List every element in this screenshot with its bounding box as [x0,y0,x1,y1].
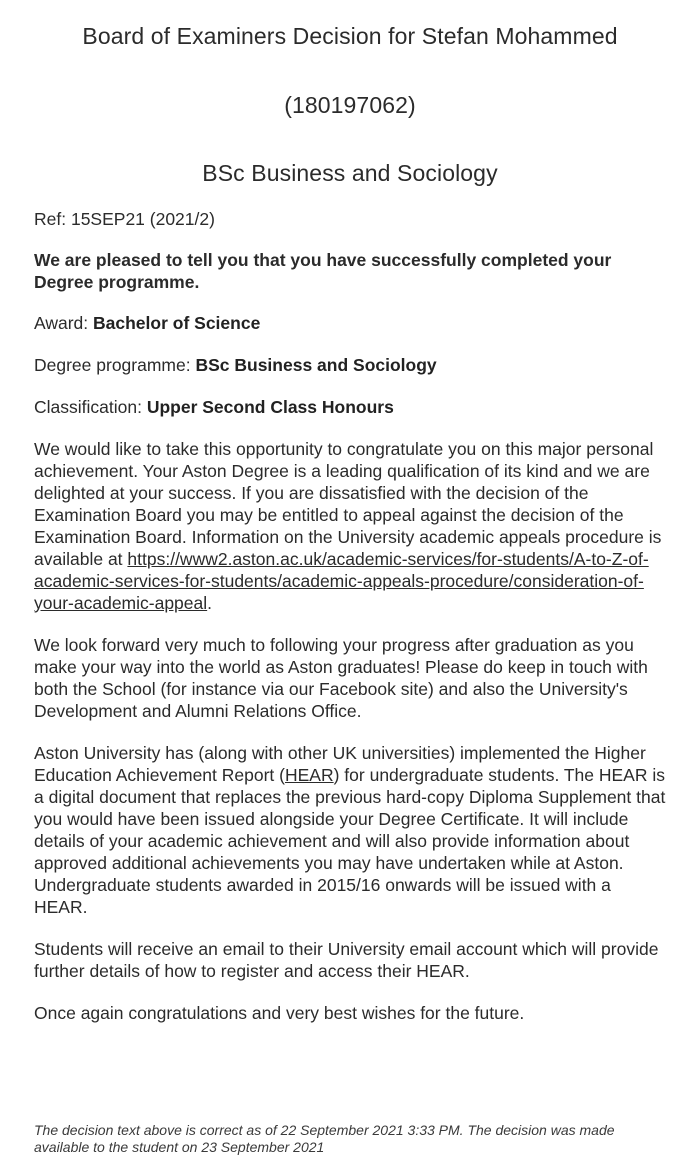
progress-paragraph: We look forward very much to following your progress after graduation as you make your way into the world as Aston graduates! Please do keep in touch with both the School (for instance via our Facebook site) and also the University's Development and Alumni Relations Office. [34,635,648,721]
classification-value: Upper Second Class Honours [146,397,394,417]
hear-link[interactable]: HEAR [284,765,334,785]
congratulations-text: We would like to take this opportunity to congratulate you on this major personal achievement. Your Aston Degree is a leading qualification of its kind and we are delighted at your success. If you are dissatisfied with the decision of the Examination Board you may be entitled to appeal against the decision of the Examination Board. Information on the University academic appeals procedure is available at [34,439,662,569]
hear-paragraph [34,742,666,918]
award-value: Bachelor of Science [93,313,261,333]
award-line [34,312,666,334]
degree-programme-value: BSc Business and Sociology [195,355,437,375]
programme-heading: BSc Business and Sociology [202,160,498,186]
congratulations-paragraph [34,438,666,614]
classification-line [34,396,666,418]
congratulations-end: . [207,593,213,613]
closing-wishes: Once again congratulations and very best wishes for the future. [34,1003,525,1023]
degree-programme-label: Degree programme: [34,355,196,375]
student-id: (180197062) [284,92,416,118]
appeals-procedure-link[interactable]: https://www2.aston.ac.uk/academic-services/for-students/A-to-Z-of-academic-services-for-students/academic-appeals-procedure/consideration-of-your-academic-appeal [34,549,649,613]
hear-text-before: Aston University has (along with other UK universities) implemented the Higher Education Achievement Report ( [34,743,646,785]
reference: Ref: 15SEP21 (2021/2) [34,209,215,229]
success-statement: We are pleased to tell you that you have successfully completed your Degree programme. [34,250,612,292]
email-paragraph: Students will receive an email to their University email account which will provide further details of how to register and access their HEAR. [34,939,659,981]
classification-label: Classification: [34,397,147,417]
page-title: Board of Examiners Decision for Stefan Mohammed [82,23,618,49]
degree-programme-line [34,354,666,376]
award-label: Award: [34,313,94,333]
decision-footer-note: The decision text above is correct as of 22 September 2021 3:33 PM. The decision was made available to the student on 23 September 2021 [34,1122,615,1155]
hear-text-after: ) for undergraduate students. The HEAR is a digital document that replaces the previous hard-copy Diploma Supplement that you would have been issued alongside your Degree Certificate. It will include details of your academic achievement and will also provide information about approved additional achievements you may have undertaken while at Aston. Undergraduate students awarded in 2015/16 onwards will be issued with a HEAR. [34,765,666,917]
